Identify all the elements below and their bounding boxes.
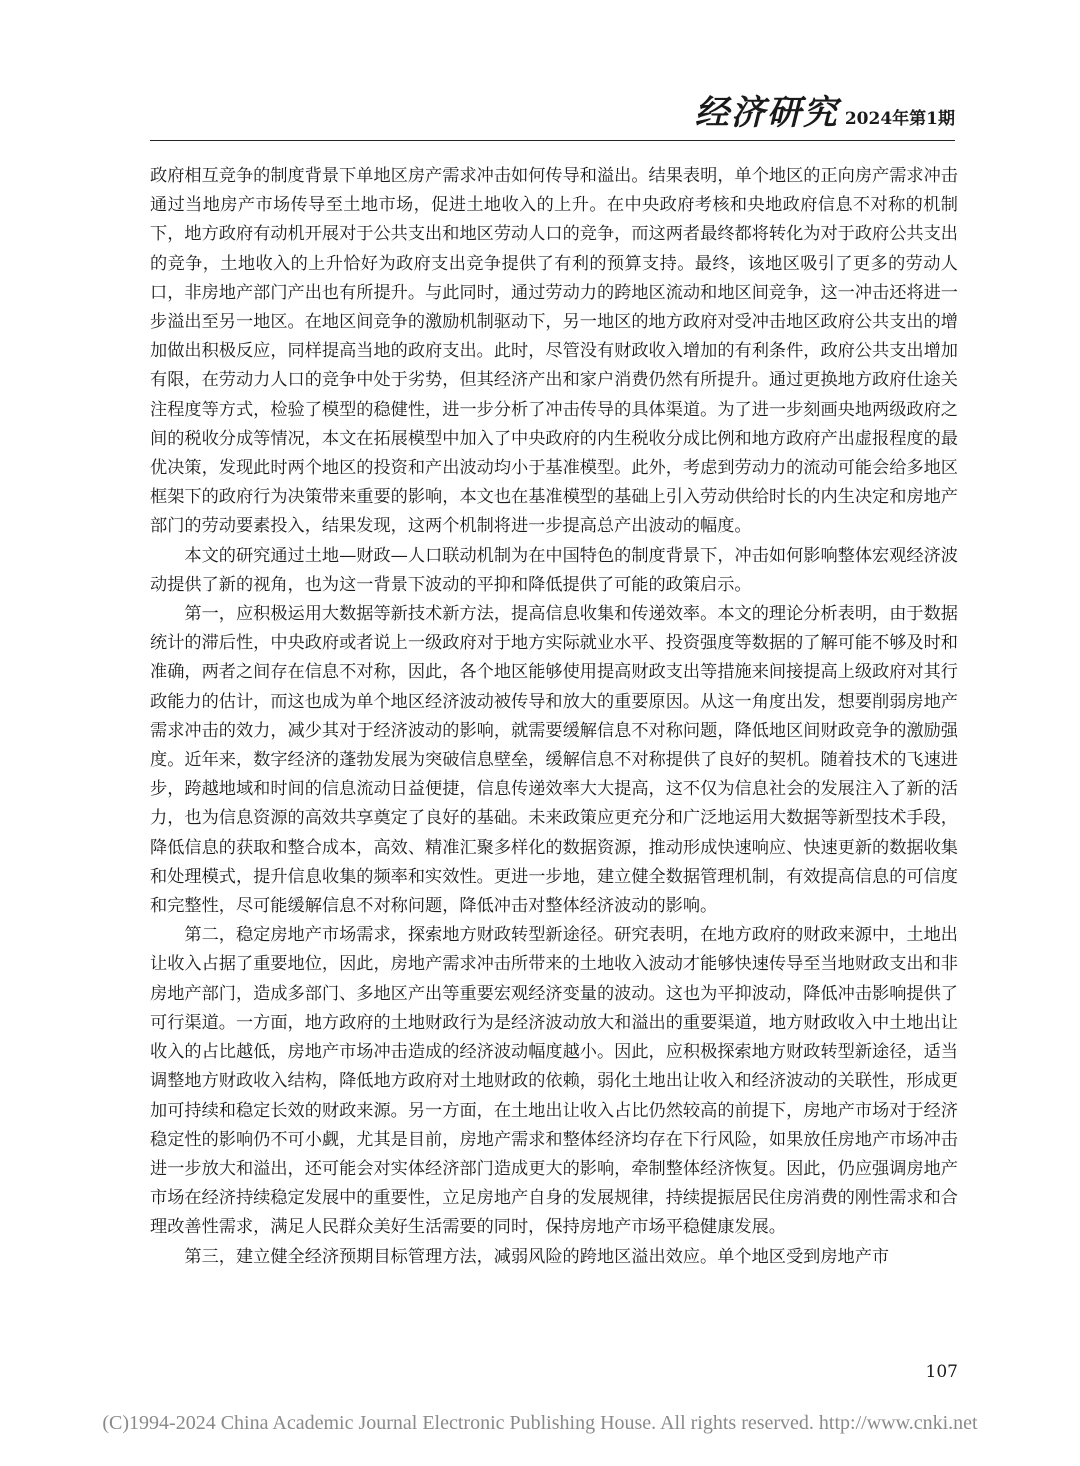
copyright-footer: (C)1994-2024 China Academic Journal Electronic Publishing House. All rights reserved. http://www.cnki.net bbox=[102, 1412, 978, 1434]
paragraph-2: 本文的研究通过土地—财政—人口联动机制为在中国特色的制度背景下，冲击如何影响整体宏观经济波动提供了新的视角，也为这一背景下波动的平抑和降低提供了可能的政策启示。 bbox=[150, 545, 958, 595]
journal-issue: 2024年第1期 bbox=[844, 109, 955, 129]
article-body bbox=[150, 162, 958, 1272]
paragraph-1: 政府相互竞争的制度背景下单地区房产需求冲击如何传导和溢出。结果表明，单个地区的正向房产需求冲击通过当地房产市场传导至土地市场，促进土地收入的上升。在中央政府考核和央地政府信息不对称的机制下，地方政府有动机开展对于公共支出和地区劳动人口的竞争，而这两者最终都将转化为对于政府公共支出的竞争，土地收入的上升恰好为政府支出竞争提供了有利的预算支持。最终，该地区吸引了更多的劳动人口，非房地产部门产出也有所提升。与此同时，通过劳动力的跨地区流动和地区间竞争，这一冲击还将进一步溢出至另一地区。在地区间竞争的激励机制驱动下，另一地区的地方政府对受冲击地区政府公共支出的增加做出积极反应，同样提高当地的政府支出。此时，尽管没有财政收入增加的有利条件，政府公共支出增加有限，在劳动力人口的竞争中处于劣势，但其经济产出和家户消费仍然有所提升。通过更换地方政府仕途关注程度等方式，检验了模型的稳健性，进一步分析了冲击传导的具体渠道。为了进一步刻画央地两级政府之间的税收分成等情况，本文在拓展模型中加入了中央政府的内生税收分成比例和地方政府产出虚报程度的最优决策，发现此时两个地区的投资和产出波动均小于基准模型。此外，考虑到劳动力的流动可能会给多地区框架下的政府行为决策带来重要的影响，本文也在基准模型的基础上引入劳动供给时长的内生决定和房地产部门的劳动要素投入，结果发现，这两个机制将进一步提高总产出波动的幅度。 bbox=[150, 166, 958, 537]
page-number: 107 bbox=[925, 1362, 958, 1382]
paragraph-4: 第二，稳定房地产市场需求，探索地方财政转型新途径。研究表明，在地方政府的财政来源中，土地出让收入占据了重要地位，因此，房地产需求冲击所带来的土地收入波动才能够快速传导至当地财政支出和非房地产部门，造成多部门、多地区产出等重要宏观经济变量的波动。这也为平抑波动，降低冲击影响提供了可行渠道。一方面，地方政府的土地财政行为是经济波动放大和溢出的重要渠道，地方财政收入中土地出让收入的占比越低，房地产市场冲击造成的经济波动幅度越小。因此，应积极探索地方财政转型新途径，适当调整地方财政收入结构，降低地方政府对土地财政的依赖，弱化土地出让收入和经济波动的关联性，形成更加可持续和稳定长效的财政来源。另一方面，在土地出让收入占比仍然较高的前提下，房地产市场对于经济稳定性的影响仍不可小觑，尤其是目前，房地产需求和整体经济均存在下行风险，如果放任房地产市场冲击进一步放大和溢出，还可能会对实体经济部门造成更大的影响，牵制整体经济恢复。因此，仍应强调房地产市场在经济持续稳定发展中的重要性，立足房地产自身的发展规律，持续提振居民住房消费的刚性需求和合理改善性需求，满足人民群众美好生活需要的同时，保持房地产市场平稳健康发展。 bbox=[150, 925, 958, 1238]
paragraph-5: 第三，建立健全经济预期目标管理方法，减弱风险的跨地区溢出效应。单个地区受到房地产市 bbox=[184, 1246, 890, 1267]
journal-masthead bbox=[695, 85, 955, 134]
journal-name: 经济研究 bbox=[694, 93, 839, 133]
paragraph-3: 第一，应积极运用大数据等新技术新方法，提高信息收集和传递效率。本文的理论分析表明，由于数据统计的滞后性，中央政府或者说上一级政府对于地方实际就业水平、投资强度等数据的了解可能不够及时和准确，两者之间存在信息不对称，因此，各个地区能够使用提高财政支出等措施来间接提高上级政府对其行政能力的估计，而这也成为单个地区经济波动被传导和放大的重要原因。从这一角度出发，想要削弱房地产需求冲击的效力，减少其对于经济波动的影响，就需要缓解信息不对称问题，降低地区间财政竞争的激励强度。近年来，数字经济的蓬勃发展为突破信息壁垒，缓解信息不对称提供了良好的契机。随着技术的飞速进步，跨越地域和时间的信息流动日益便捷，信息传递效率大大提高，这不仅为信息社会的发展注入了新的活力，也为信息资源的高效共享奠定了良好的基础。未来政策应更充分和广泛地运用大数据等新型技术手段，降低信息的获取和整合成本，高效、精准汇聚多样化的数据资源，推动形成快速响应、快速更新的数据收集和处理模式，提升信息收集的频率和实效性。更进一步地，建立健全数据管理机制，有效提高信息的可信度和完整性，尽可能缓解信息不对称问题，降低冲击对整体经济波动的影响。 bbox=[150, 604, 958, 917]
running-header bbox=[150, 92, 955, 141]
